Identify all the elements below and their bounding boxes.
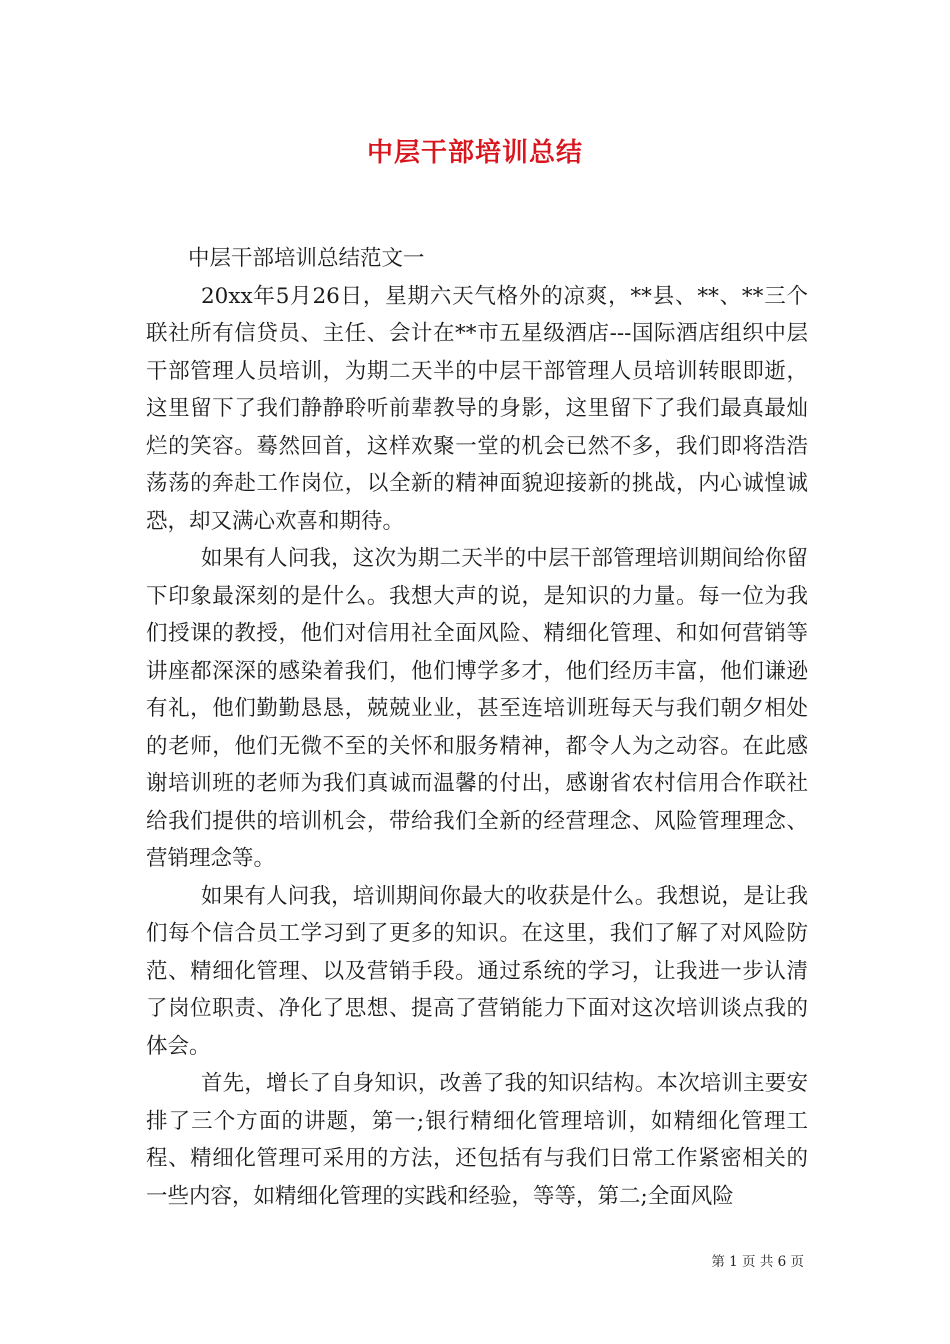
- paragraph-2: 如果有人问我，这次为期二天半的中层干部管理培训期间给你留下印象最深刻的是什么。我想大声的说，是知识的力量。每一位为我们授课的教授，他们对信用社全面风险、精细化管理、和如何营销等讲座都深深的感染着我们，他们博学多才，他们经历丰富，他们谦逊有礼，他们勤勤恳恳，兢兢业业，甚至连培训班每天与我们朝夕相处的老师，他们无微不至的关怀和服务精神，都令人为之动容。在此感谢培训班的老师为我们真诚而温馨的付出，感谢省农村信用合作联社给我们提供的培训机会，带给我们全新的经营理念、风险管理理念、营销理念等。: [146, 546, 808, 871]
- section-subheading: 中层干部培训总结范文一: [188, 246, 425, 271]
- document-title: 中层干部培训总结: [366, 138, 583, 168]
- paragraph-4: 首先，增长了自身知识，改善了我的知识结构。本次培训主要安排了三个方面的讲题，第一;银行精细化管理培训，如精细化管理工程、精细化管理可采用的方法，还包括有与我们日常工作紧密相关的一些内容，如精细化管理的实践和经验，等等，第二;全面风险: [146, 1071, 808, 1209]
- page-number: 第 1 页 共 6 页: [711, 1254, 804, 1270]
- paragraph-1: 20xx年5月26日，星期六天气格外的凉爽，**县、**、**三个联社所有信贷员、主任、会计在**市五星级酒店---国际酒店组织中层干部管理人员培训，为期二天半的中层干部管理人员培训转眼即逝，这里留下了我们静静聆听前辈教导的身影，这里留下了我们最真最灿烂的笑容。蓦然回首，这样欢聚一堂的机会已然不多，我们即将浩浩荡荡的奔赴工作岗位，以全新的精神面貌迎接新的挑战，内心诚惶诚恐，却又满心欢喜和期待。: [146, 283, 808, 534]
- document-body: [146, 240, 808, 1215]
- paragraph-3: 如果有人问我，培训期间你最大的收获是什么。我想说，是让我们每个信合员工学习到了更多的知识。在这里，我们了解了对风险防范、精细化管理、以及营销手段。通过系统的学习，让我进一步认清了岗位职责、净化了思想、提高了营销能力下面对这次培训谈点我的体会。: [146, 883, 808, 1059]
